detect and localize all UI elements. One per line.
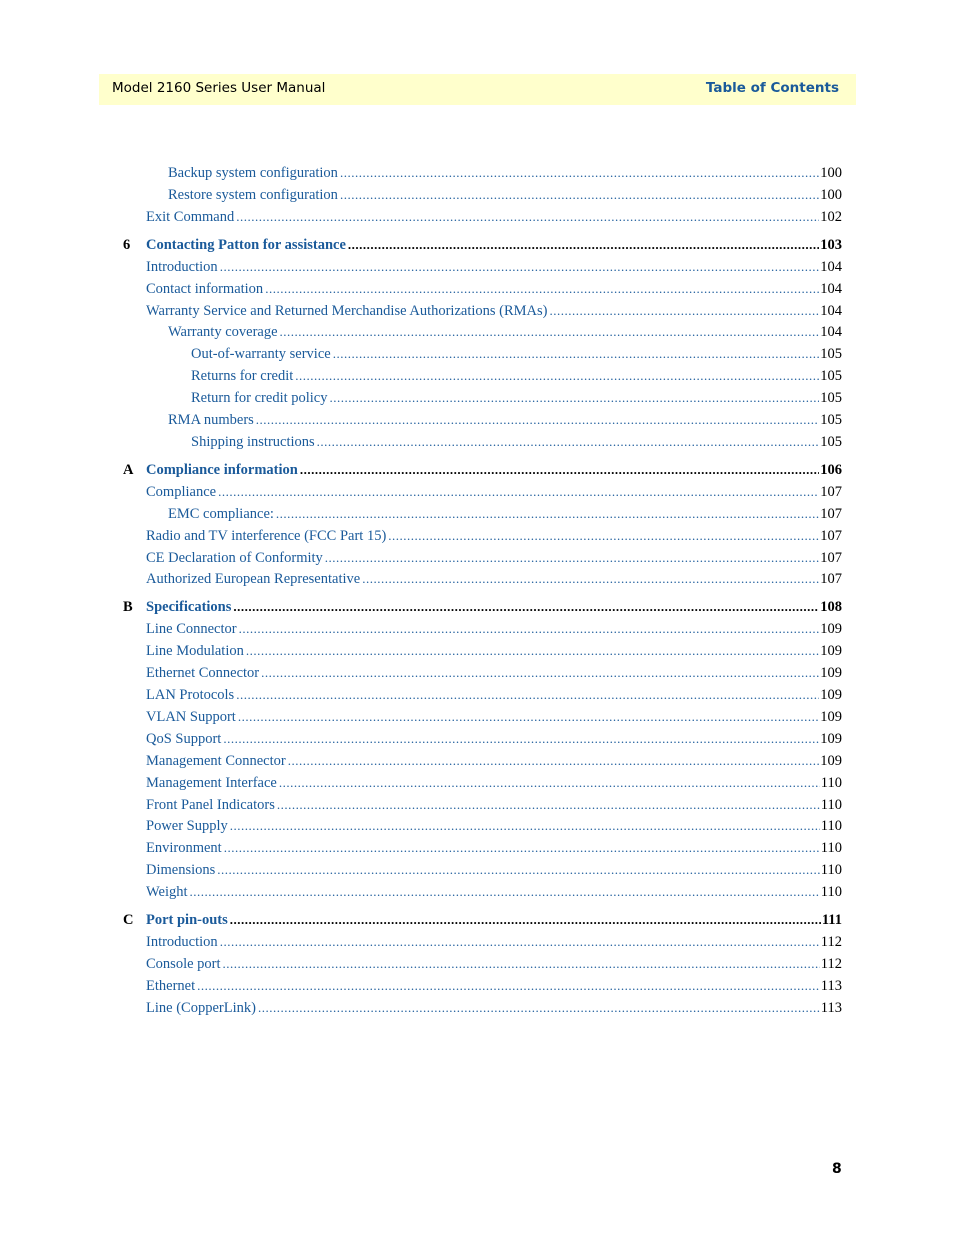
toc-leader-dots bbox=[223, 729, 819, 749]
toc-chapter-number: B bbox=[123, 599, 133, 616]
toc-page-number: 112 bbox=[820, 955, 842, 972]
toc-leader-dots bbox=[340, 163, 819, 183]
toc-entry-title: Line (CopperLink) bbox=[146, 999, 256, 1016]
toc-entry-title: Line Connector bbox=[146, 621, 237, 638]
toc-row bbox=[0, 860, 954, 880]
toc-row bbox=[0, 795, 954, 815]
toc-page-number: 107 bbox=[820, 527, 842, 544]
toc-leader-dots bbox=[220, 932, 820, 952]
toc-leader-dots bbox=[317, 432, 820, 452]
toc-page-number: 100 bbox=[820, 186, 842, 203]
toc-leader-dots bbox=[550, 301, 820, 321]
toc-chapter-number: C bbox=[123, 912, 134, 928]
toc-entry-title: RMA numbers bbox=[168, 412, 254, 428]
toc-row bbox=[0, 548, 954, 568]
toc-row bbox=[0, 816, 954, 836]
toc-page-number: 103 bbox=[820, 236, 842, 253]
toc-entry-title: Exit Command bbox=[146, 208, 235, 225]
toc-leader-dots bbox=[217, 860, 820, 880]
toc-row bbox=[0, 976, 954, 996]
toc-leader-dots bbox=[256, 410, 819, 430]
toc-entry-title: Management Connector bbox=[146, 752, 286, 769]
toc-page-number: 110 bbox=[820, 796, 842, 813]
toc-entry-link[interactable] bbox=[168, 504, 842, 524]
toc-leader-dots bbox=[280, 322, 820, 342]
toc-entry-link[interactable] bbox=[146, 257, 842, 277]
toc-entry-link[interactable] bbox=[146, 729, 842, 749]
toc-page-number: 105 bbox=[820, 346, 842, 363]
toc-chapter-number: 6 bbox=[123, 236, 131, 253]
toc-leader-dots bbox=[261, 663, 819, 683]
toc-row bbox=[0, 279, 954, 299]
toc-row bbox=[0, 207, 954, 227]
toc-entry-link[interactable] bbox=[146, 795, 842, 815]
toc-entry-title: Front Panel Indicators bbox=[146, 796, 275, 813]
toc-leader-dots bbox=[265, 279, 819, 299]
toc-leader-dots bbox=[224, 838, 820, 858]
toc-entry-link[interactable] bbox=[146, 860, 842, 880]
toc-entry-title: VLAN Support bbox=[146, 708, 236, 725]
toc-page-number: 100 bbox=[820, 165, 842, 181]
toc-entry-title: Compliance information bbox=[146, 461, 298, 478]
toc-leader-dots bbox=[348, 235, 819, 255]
toc-leader-dots bbox=[340, 185, 819, 205]
toc-entry-link[interactable] bbox=[146, 998, 842, 1018]
toc-entry-title: Contact information bbox=[146, 280, 264, 297]
toc-page-number: 110 bbox=[820, 884, 842, 901]
toc-row bbox=[0, 751, 954, 771]
toc-page-number: 104 bbox=[820, 280, 842, 297]
toc-entry-link[interactable] bbox=[168, 163, 842, 183]
toc-row bbox=[0, 569, 954, 589]
toc-entry-title: Specifications bbox=[146, 599, 232, 616]
toc-entry-link[interactable] bbox=[146, 816, 842, 836]
toc-page-number: 104 bbox=[820, 302, 842, 319]
toc-row bbox=[0, 641, 954, 661]
toc-leader-dots bbox=[223, 954, 820, 974]
toc-entry-link[interactable] bbox=[146, 619, 842, 639]
toc-entry-link[interactable] bbox=[191, 388, 842, 408]
toc-page-number: 110 bbox=[820, 840, 842, 857]
toc-leader-dots bbox=[236, 685, 819, 705]
toc-row bbox=[0, 410, 954, 430]
toc-entry-title: Contacting Patton for assistance bbox=[146, 236, 346, 253]
toc-entry-title: LAN Protocols bbox=[146, 687, 235, 703]
toc-leader-dots bbox=[230, 910, 821, 930]
toc-entry-link[interactable] bbox=[146, 569, 842, 589]
toc-row bbox=[0, 773, 954, 793]
toc-entry-link[interactable] bbox=[146, 207, 842, 227]
toc-leader-dots bbox=[218, 482, 819, 502]
toc-entry-link[interactable] bbox=[146, 526, 842, 546]
toc-row bbox=[0, 301, 954, 321]
toc-row bbox=[0, 729, 954, 749]
toc-entry-link[interactable] bbox=[146, 976, 842, 996]
toc-entry-title: Console port bbox=[146, 955, 221, 972]
toc-entry-link[interactable] bbox=[146, 838, 842, 858]
toc-entry-title: Weight bbox=[146, 884, 188, 901]
toc-row bbox=[0, 707, 954, 727]
toc-page-number: 105 bbox=[820, 368, 842, 385]
toc-leader-dots bbox=[258, 998, 820, 1018]
toc-entry-title: Dimensions bbox=[146, 862, 216, 879]
toc-entry-title: Line Modulation bbox=[146, 643, 244, 660]
toc-row bbox=[0, 954, 954, 974]
toc-entry-title: CE Declaration of Conformity bbox=[146, 549, 323, 566]
toc-page-number: 107 bbox=[820, 505, 842, 522]
toc-entry-title: Compliance bbox=[146, 483, 217, 500]
toc-leader-dots bbox=[300, 460, 819, 480]
toc-entry-title: Radio and TV interference (FCC Part 15) bbox=[146, 527, 387, 544]
toc-entry-title: Ethernet bbox=[146, 977, 196, 994]
toc-entry-link[interactable] bbox=[146, 482, 842, 502]
toc-page-number: 111 bbox=[821, 912, 842, 928]
toc-entry-link[interactable] bbox=[146, 597, 842, 617]
toc-page-number: 105 bbox=[820, 433, 842, 450]
toc-entry-title: Ethernet Connector bbox=[146, 665, 260, 682]
toc-row bbox=[0, 998, 954, 1018]
toc-leader-dots bbox=[279, 773, 820, 793]
toc-row bbox=[0, 526, 954, 546]
toc-entry-title: Port pin-outs bbox=[146, 912, 228, 928]
toc-row bbox=[0, 257, 954, 277]
toc-entry-title: QoS Support bbox=[146, 730, 222, 747]
toc-entry-link[interactable] bbox=[146, 279, 842, 299]
toc-page-number: 108 bbox=[820, 599, 842, 616]
toc-page-number: 104 bbox=[820, 258, 842, 275]
toc-entry-title: Returns for credit bbox=[191, 368, 294, 385]
toc-row bbox=[0, 932, 954, 952]
toc-row bbox=[0, 185, 954, 205]
toc-entry-link[interactable] bbox=[168, 185, 842, 205]
toc-page-number: 109 bbox=[820, 665, 842, 682]
toc-page-number: 109 bbox=[820, 687, 842, 703]
toc-leader-dots bbox=[190, 882, 820, 902]
page-number: 8 bbox=[832, 1161, 842, 1177]
toc-page-number: 113 bbox=[820, 999, 842, 1016]
toc-chapter-row bbox=[0, 910, 954, 930]
toc-page-number: 109 bbox=[820, 708, 842, 725]
toc-entry-title: Shipping instructions bbox=[191, 433, 315, 450]
toc-entry-link[interactable] bbox=[146, 910, 842, 930]
toc-entry-title: Warranty Service and Returned Merchandise Authorizations (RMAs) bbox=[146, 302, 548, 319]
toc-leader-dots bbox=[236, 207, 819, 227]
toc-page-number: 113 bbox=[820, 977, 842, 994]
toc-entry-title: Introduction bbox=[146, 934, 218, 950]
manual-title: Model 2160 Series User Manual bbox=[112, 80, 326, 96]
toc-entry-title: Introduction bbox=[146, 258, 218, 275]
toc-entry-title: Management Interface bbox=[146, 774, 277, 791]
toc-page-number: 105 bbox=[820, 412, 842, 428]
toc-row bbox=[0, 344, 954, 364]
toc-entry-link[interactable] bbox=[146, 707, 842, 727]
toc-row bbox=[0, 322, 954, 342]
toc-row bbox=[0, 366, 954, 386]
toc-entry-link[interactable] bbox=[191, 344, 842, 364]
toc-page-number: 109 bbox=[820, 643, 842, 660]
toc-entry-title: EMC compliance: bbox=[168, 505, 274, 522]
toc-leader-dots bbox=[238, 707, 819, 727]
toc-leader-dots bbox=[295, 366, 819, 386]
toc-leader-dots bbox=[330, 388, 820, 408]
toc-row bbox=[0, 663, 954, 683]
toc-entry-link[interactable] bbox=[146, 685, 842, 705]
toc-leader-dots bbox=[288, 751, 820, 771]
toc-page-number: 106 bbox=[820, 461, 842, 478]
toc-chapter-row bbox=[0, 597, 954, 617]
toc-page-number: 105 bbox=[820, 390, 842, 407]
toc-entry-link[interactable] bbox=[146, 235, 842, 255]
toc-row bbox=[0, 619, 954, 639]
toc-row bbox=[0, 482, 954, 502]
toc-leader-dots bbox=[239, 619, 820, 639]
toc-leader-dots bbox=[277, 795, 820, 815]
toc-entry-link[interactable] bbox=[168, 322, 842, 342]
toc-page-number: 110 bbox=[820, 862, 842, 879]
toc-page-number: 107 bbox=[820, 483, 842, 500]
toc-leader-dots bbox=[276, 504, 819, 524]
toc-chapter-row bbox=[0, 460, 954, 480]
toc-entry-link[interactable] bbox=[146, 882, 842, 902]
toc-entry-link[interactable] bbox=[191, 432, 842, 452]
toc-leader-dots bbox=[388, 526, 819, 546]
toc-row bbox=[0, 504, 954, 524]
toc-entry-title: Power Supply bbox=[146, 818, 228, 835]
toc-row bbox=[0, 685, 954, 705]
toc-page-number: 110 bbox=[820, 774, 842, 791]
toc-page-number: 109 bbox=[820, 621, 842, 638]
toc-row bbox=[0, 388, 954, 408]
toc-entry-title: Return for credit policy bbox=[191, 390, 328, 407]
toc-row bbox=[0, 838, 954, 858]
toc-entry-title: Authorized European Representative bbox=[146, 571, 361, 588]
toc-page-number: 102 bbox=[820, 208, 842, 225]
toc-chapter-row bbox=[0, 235, 954, 255]
toc-leader-dots bbox=[230, 816, 820, 836]
toc-entry-title: Out-of-warranty service bbox=[191, 346, 331, 363]
toc-entry-title: Environment bbox=[146, 840, 222, 857]
toc-entry-link[interactable] bbox=[146, 773, 842, 793]
toc-entry-title: Warranty coverage bbox=[168, 324, 278, 341]
toc-page-number: 107 bbox=[820, 549, 842, 566]
toc-entry-link[interactable] bbox=[146, 641, 842, 661]
running-header bbox=[99, 74, 856, 105]
toc-entry-link[interactable] bbox=[146, 301, 842, 321]
toc-entry-link[interactable] bbox=[168, 410, 842, 430]
toc-page-number: 104 bbox=[820, 324, 842, 341]
toc-page-number: 107 bbox=[820, 571, 842, 588]
toc-chapter-number: A bbox=[123, 461, 134, 478]
toc-entry-link[interactable] bbox=[191, 366, 842, 386]
toc-leader-dots bbox=[325, 548, 819, 568]
toc-entry-link[interactable] bbox=[146, 548, 842, 568]
toc-row bbox=[0, 882, 954, 902]
toc-leader-dots bbox=[220, 257, 820, 277]
toc-entry-title: Restore system configuration bbox=[168, 186, 338, 203]
toc-leader-dots bbox=[233, 597, 819, 617]
toc-page-number: 112 bbox=[820, 934, 842, 950]
toc-page-number: 109 bbox=[820, 730, 842, 747]
toc-entry-link[interactable] bbox=[146, 663, 842, 683]
toc-entry-link[interactable] bbox=[146, 751, 842, 771]
toc-row bbox=[0, 432, 954, 452]
toc-entry-link[interactable] bbox=[146, 932, 842, 952]
section-title: Table of Contents bbox=[705, 80, 839, 96]
toc-entry-link[interactable] bbox=[146, 954, 842, 974]
toc-leader-dots bbox=[246, 641, 819, 661]
toc-leader-dots bbox=[197, 976, 820, 996]
toc-leader-dots bbox=[362, 569, 819, 589]
toc-page-number: 110 bbox=[820, 818, 842, 835]
toc-entry-title: Backup system configuration bbox=[168, 165, 338, 181]
toc-row bbox=[0, 163, 954, 183]
toc-entry-link[interactable] bbox=[146, 460, 842, 480]
toc-leader-dots bbox=[333, 344, 820, 364]
toc-page-number: 109 bbox=[820, 752, 842, 769]
